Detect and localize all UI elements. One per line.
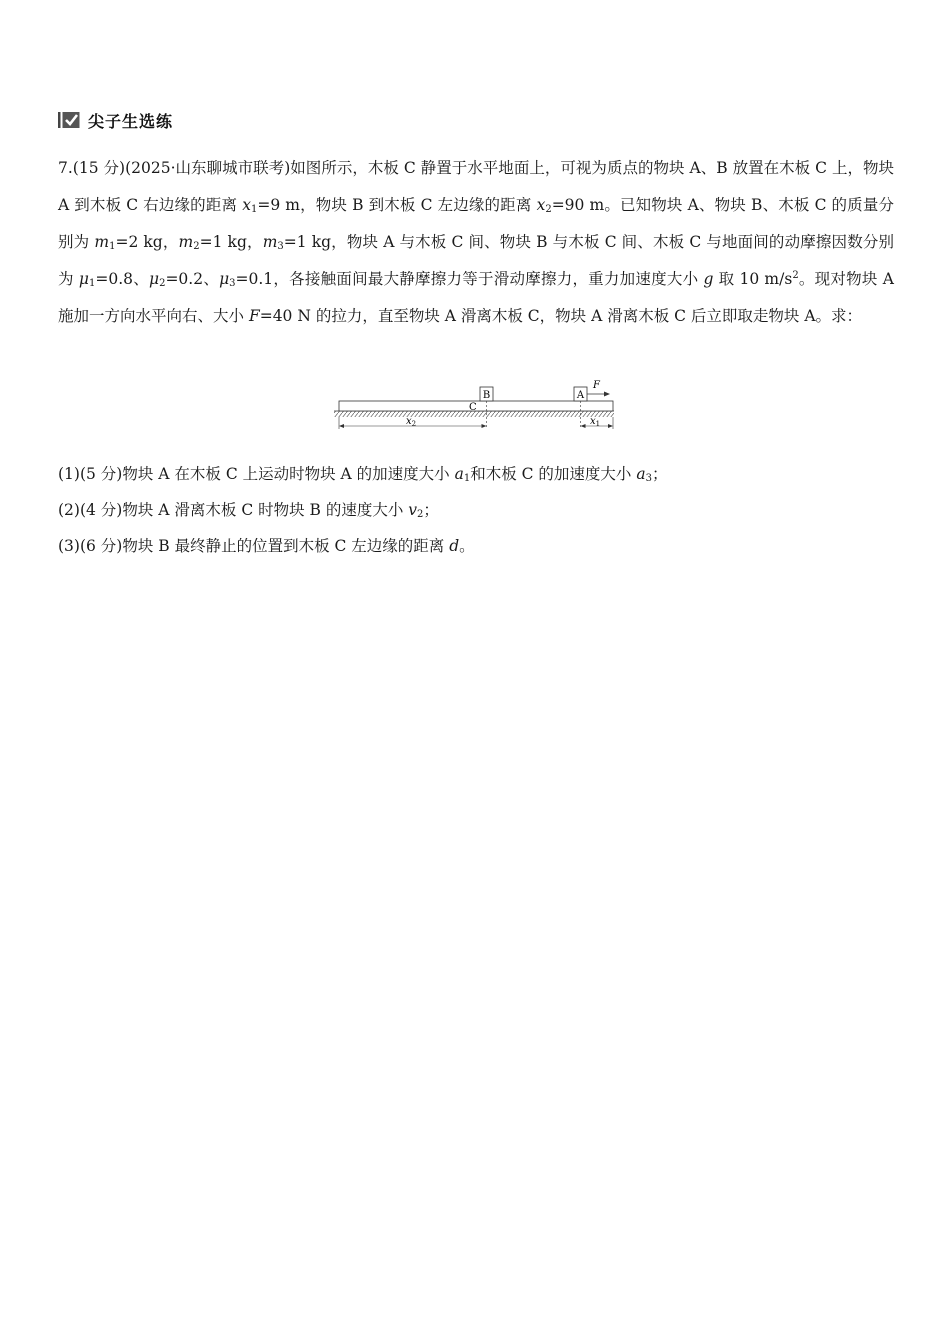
var-m: m — [178, 233, 194, 251]
question-item: (2)(4 分)物块 A 滑离木板 C 时物块 B 的速度大小 $v_2$； — [58, 501, 439, 520]
dim-x2-arrow-left — [339, 424, 344, 428]
label-x2: $x_2$ — [406, 416, 417, 428]
problem-text: =40 N 的拉力，直至物块 A 滑离木板 C，物块 A 滑离木板 C 后立即取走物块 A。求： — [259, 307, 863, 325]
var-F: F — [248, 307, 260, 325]
var-x: x — [242, 196, 251, 214]
question-list — [58, 456, 894, 564]
label-F: F — [593, 380, 600, 391]
problem-text: 如图所示，木板 C 静置于水平地面上，可视为质点的物块 A、B 放置在木板 C 上，物块 A 到木板 C 右边缘的距离 — [58, 159, 895, 214]
label-C: C — [469, 402, 477, 413]
var-sub: 2 — [545, 204, 552, 215]
checkbox-icon — [58, 110, 82, 130]
var-d: d — [449, 537, 460, 555]
section-header — [58, 108, 173, 132]
board-diagram — [334, 378, 619, 436]
label-x1: $x_1$ — [590, 416, 601, 428]
problem-text: 。现对物块 A 施加一方向水平向右、大小 — [58, 270, 894, 325]
var-m: m — [262, 233, 278, 251]
problem-text: =1 kg， — [199, 233, 263, 251]
var-mu: μ — [148, 270, 160, 288]
dim-x1-arrow-left — [581, 424, 586, 428]
force-arrowhead — [604, 392, 610, 397]
problem-text: =0.1，各接触面间最大静摩擦力等于滑动摩擦力，重力加速度大小 — [235, 270, 704, 288]
var-sub: 1 — [109, 241, 116, 252]
question-item: (1)(5 分)物块 A 在木板 C 上运动时物块 A 的加速度大小 $a_1$和木板 C 的加速度大小 $a_3$； — [58, 465, 668, 484]
problem-text: =1 kg，物块 A 与木板 C 间、物块 B 与木板 C 间、木板 C 与地面间的动摩擦因数分别为 — [58, 233, 895, 288]
var-m: m — [94, 233, 110, 251]
dim-x2-arrow-right — [482, 424, 487, 428]
problem-score: (15 分) — [72, 159, 126, 177]
problem-text: =9 m，物块 B 到木板 C 左边缘的距离 — [257, 196, 537, 214]
label-B: B — [482, 390, 491, 401]
problem-text: =90 m。已知物块 A、物块 B、木板 C 的质量分别为 — [58, 196, 894, 251]
var-mu: μ — [219, 270, 230, 288]
var-sub: 1 — [88, 278, 96, 289]
var-x: x — [536, 196, 546, 214]
problem-number: 7. — [58, 159, 73, 177]
problem-source: (2025·山东聊城市联考) — [125, 159, 291, 177]
var-mu: μ — [78, 270, 89, 288]
var-a: a — [454, 465, 464, 483]
question-item: (3)(6 分)物块 B 最终静止的位置到木板 C 左边缘的距离 d。 — [58, 537, 475, 555]
var-v: v — [408, 501, 418, 519]
problem-text: 取 10 m/s — [713, 270, 793, 288]
problem-text: =2 kg， — [115, 233, 179, 251]
var-sub: 3 — [277, 241, 284, 252]
var-sub: 3 — [229, 278, 236, 289]
label-A: A — [576, 390, 585, 401]
problem-text: =0.2、 — [165, 270, 220, 288]
var-sub: 1 — [250, 204, 258, 215]
var-a: a — [636, 465, 646, 483]
dim-x1-arrow-right — [608, 424, 613, 428]
var-sub: 2 — [159, 278, 166, 289]
problem-text: =0.8、 — [95, 270, 149, 288]
var-g: g — [703, 270, 714, 288]
var-sup: 2 — [792, 270, 799, 281]
section-title: 尖子生选练 — [88, 111, 174, 131]
problem-statement — [58, 150, 894, 335]
var-sub: 2 — [193, 241, 200, 252]
